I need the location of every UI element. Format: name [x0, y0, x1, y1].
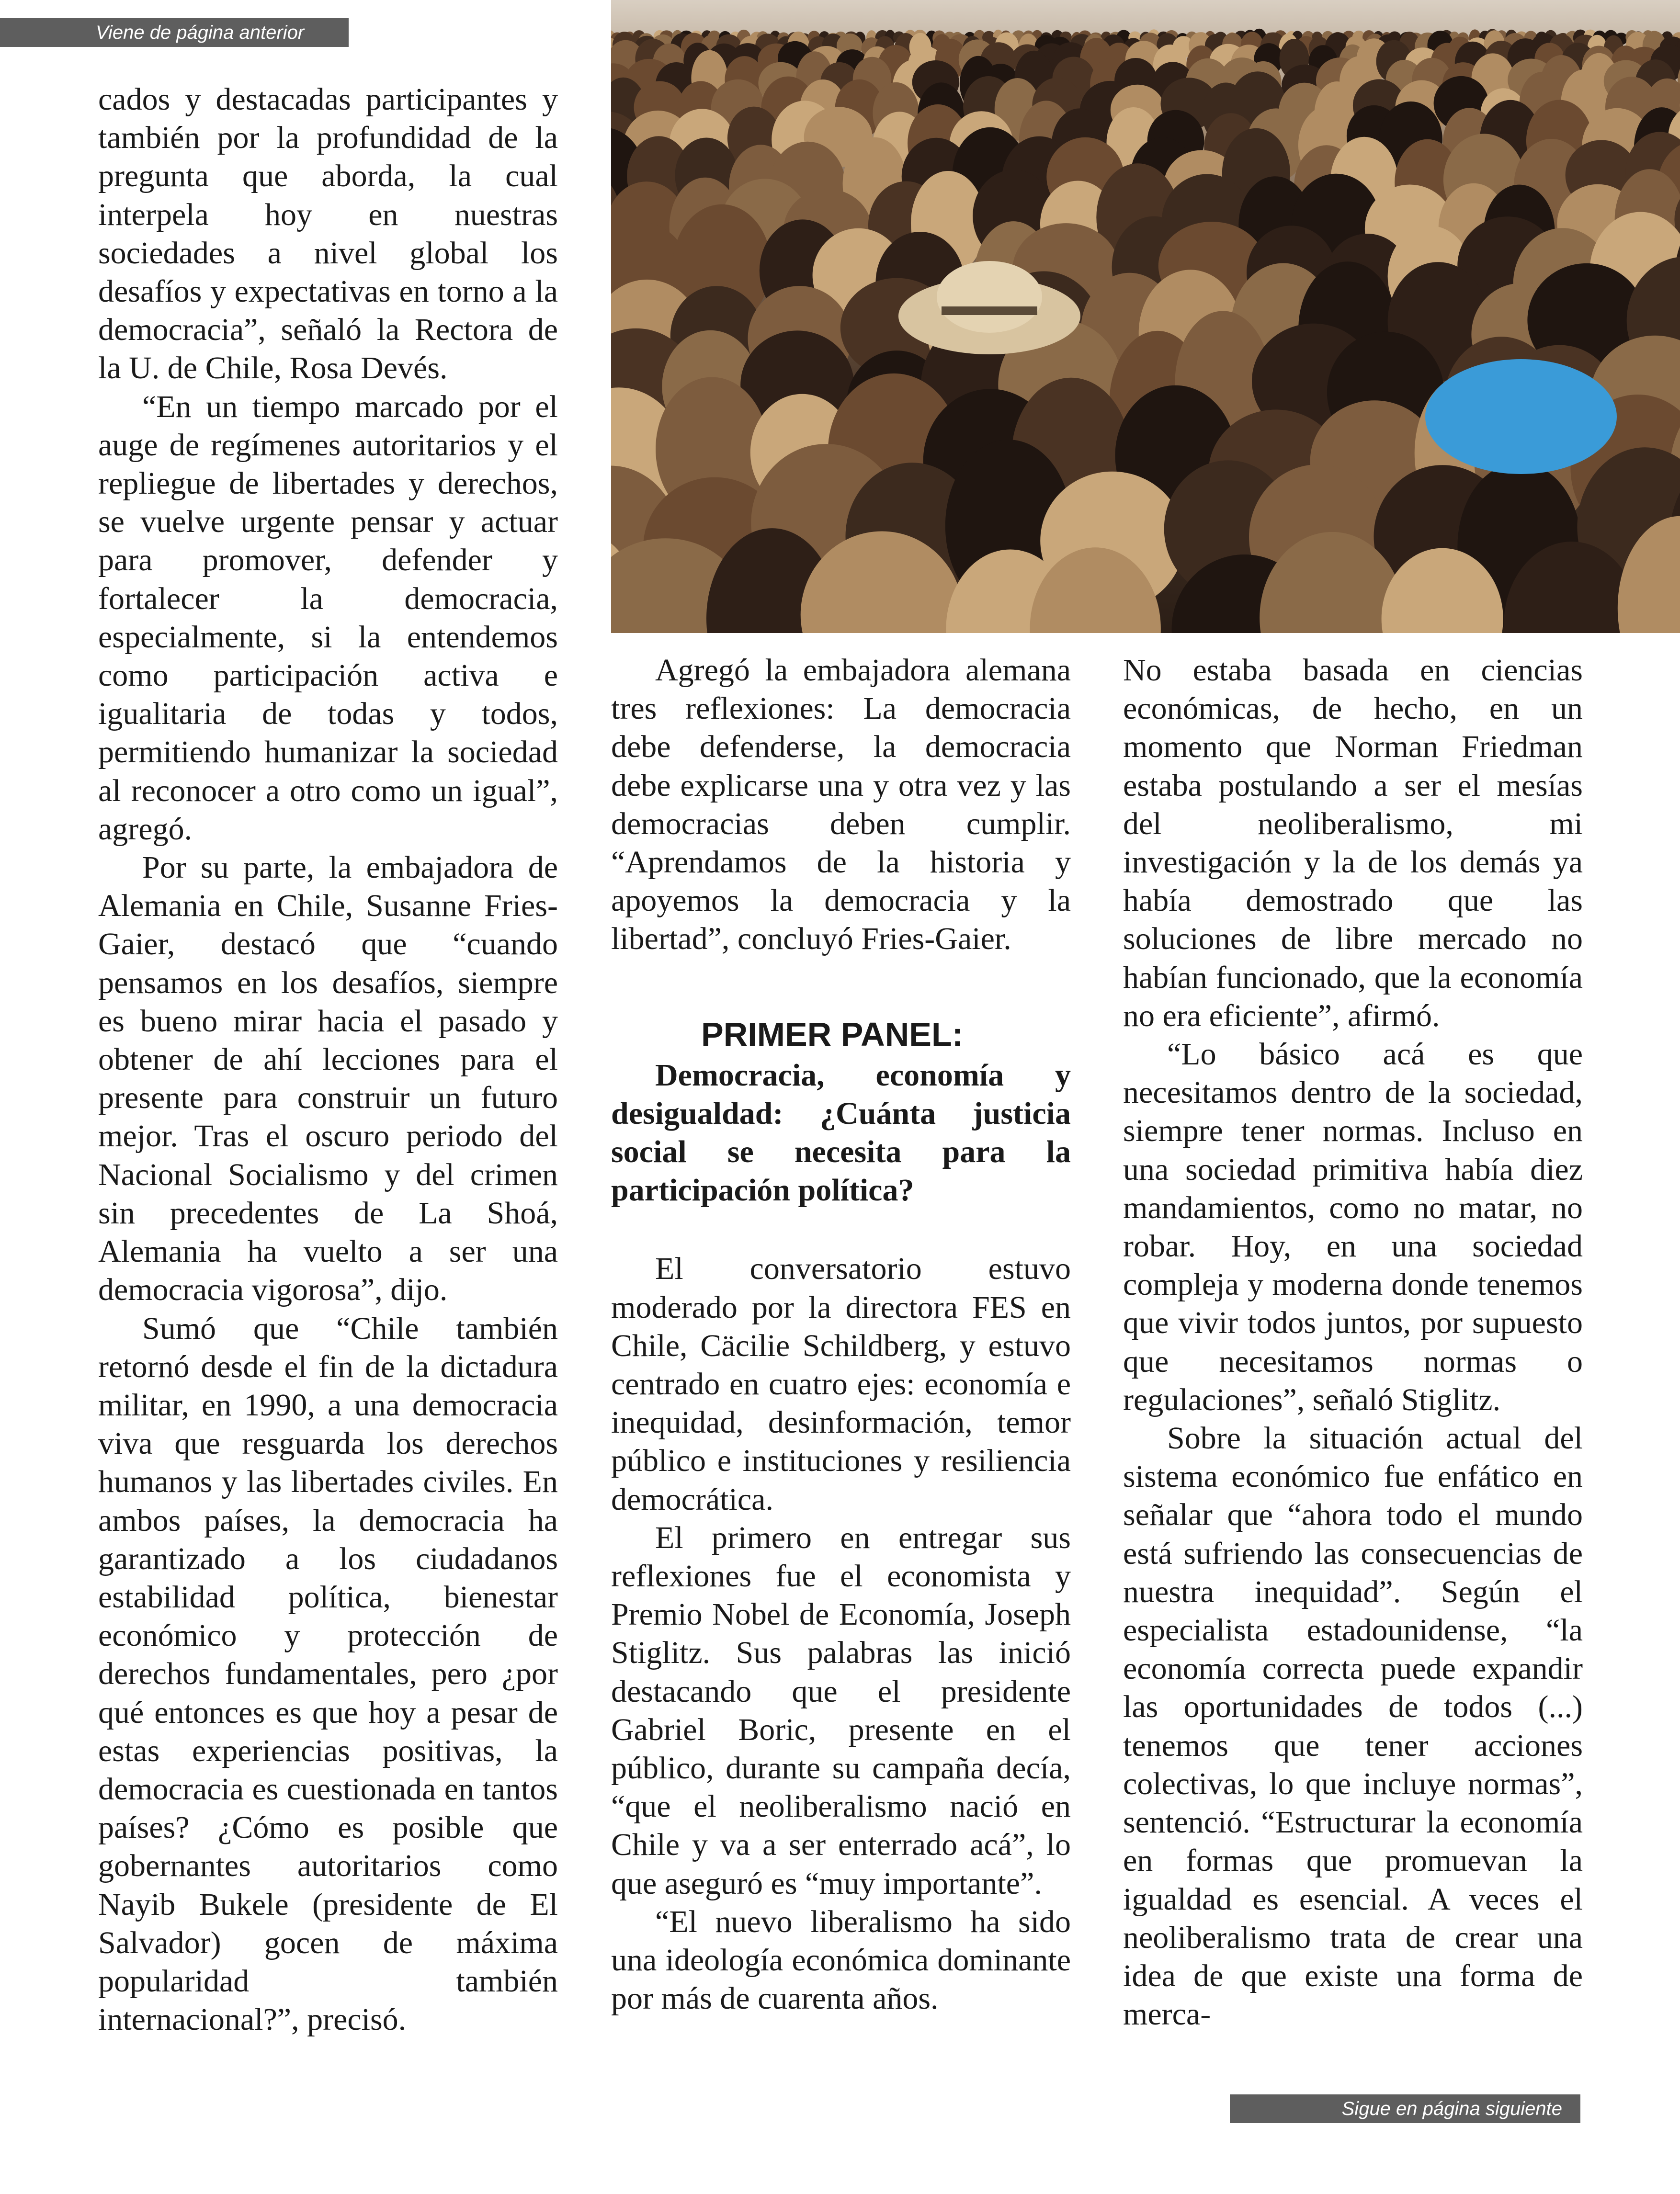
article-column-3 — [1123, 651, 1583, 2092]
straw-hat-crown — [937, 261, 1042, 333]
paragraph: El conversatorio estuvo moderado por la directora FES en Chile, Cäcilie Schildberg, y estuvo centrado en cuatro ejes: economía e inequidad, desinformación, temor público e instituciones y resiliencia democrática. — [611, 1251, 1071, 1517]
paragraph: “Lo básico acá es que necesitamos dentro de la sociedad, siempre tener normas. Incluso en una sociedad primitiva había diez mandamientos, como no matar, no robar. Hoy, en una sociedad compleja y moderna donde tenemos que vivir todos juntos, por supuesto que necesitamos normas o regulaciones”, señaló Stiglitz. — [1123, 1037, 1583, 1417]
paragraph: Sumó que “Chile también retornó desde el fin de la dictadura militar, en 1990, a una democracia viva que resguarda los derechos humanos y las libertades civiles. En ambos países, la democracia ha garantizado a los ciudadanos estabilidad política, bienestar económico y protección de derechos fundamentales, pero ¿por qué entonces es que hoy a pesar de estas experiencias positivas, la democracia es cuestionada en tantos países? ¿Cómo es posible que gobernantes autoritarios como Nayib Bukele (presidente de El Salvador) gocen de máxima popularidad también internacional?”, precisó. — [98, 1311, 558, 2037]
paragraph: Agregó la embajadora alemana tres reflexiones: La democracia debe defenderse, la democracia debe explicarse una y otra vez y las democracias deben cumplir. “Aprendamos de la historia y apoyemos la democracia y la libertad”, concluyó Fries-Gaier. — [611, 653, 1071, 957]
blue-cap — [1425, 359, 1617, 474]
paragraph: El primero en entregar sus reflexiones fue el economista y Premio Nobel de Economía, Joseph Stiglitz. Sus palabras las inició destacando que el presidente Gabriel Boric, presente en el público, durante su campaña decía, “que el neoliberalismo nació en Chile y va a ser enterrado acá”, lo que aseguró es “muy importante”. — [611, 1520, 1071, 1901]
article-column-2 — [611, 651, 1071, 2126]
crowd-photo — [611, 0, 1680, 633]
article-column-1 — [98, 80, 558, 2130]
paragraph: No estaba basada en ciencias económicas, de hecho, en un momento que Norman Friedman estaba postulando a ser el mesías del neoliberalismo, mi investigación y la de los demás ya había demostrado que las soluciones de libre mercado no habían funcionado, que la economía no era eficiente”, afirmó. — [1123, 653, 1583, 1033]
paragraph: Sobre la situación actual del sistema económico fue enfático en señalar que “ahora todo el mundo está sufriendo las consecuencias de nuestra inequidad”. Según el especialista estadounidense, “la economía correcta puede expandir las oportunidades de todos (...) tenemos que tener acciones colectivas, lo que incluye normas”, sentenció. “Estructurar la economía en formas que promuevan la igualdad es esencial. A veces el neoliberalismo trata de crear una idea de que existe una forma de merca- — [1123, 1421, 1583, 2032]
paragraph: “En un tiempo marcado por el auge de regímenes autoritarios y el repliegue de libertades y derechos, se vuelve urgente pensar y actuar para promover, defender y fortalecer la democracia, especialmente, si la entendemos como participación activa e igualitaria de todas y todos, permitiendo humanizar la sociedad al reconocer a otro como un igual”, agregó. — [98, 389, 558, 847]
continues-on-label: Sigue en página siguiente — [1230, 2094, 1580, 2123]
section-subheading: Democracia, economía y desigualdad: ¿Cuánta justicia social se necesita para la participación política? — [611, 1057, 1071, 1208]
paragraph: cados y destacadas participantes y también por la profundidad de la pregunta que aborda, la cual interpela hoy en nuestras sociedades a nivel global los desafíos y expectativas en torno a la democracia”, señaló la Rectora de la U. de Chile, Rosa Devés. — [98, 82, 558, 386]
continued-from-label: Viene de página anterior — [0, 18, 349, 47]
section-heading: PRIMER PANEL: — [701, 1015, 964, 1053]
crowd-photo-illustration — [611, 0, 1680, 633]
paragraph: Por su parte, la embajadora de Alemania en Chile, Susanne Fries-Gaier, destacó que “cuando pensamos en los desafíos, siempre es bueno mirar hacia el pasado y obtener de ahí lecciones para el presente para construir un futuro mejor. Tras el oscuro periodo del Nacional Socialismo y del crimen sin precedentes de La Shoá, Alemania ha vuelto a ser una democracia vigorosa”, dijo. — [98, 850, 558, 1308]
hat-band — [942, 306, 1037, 315]
paragraph: “El nuevo liberalismo ha sido una ideología económica dominante por más de cuarenta años. — [611, 1904, 1071, 2016]
